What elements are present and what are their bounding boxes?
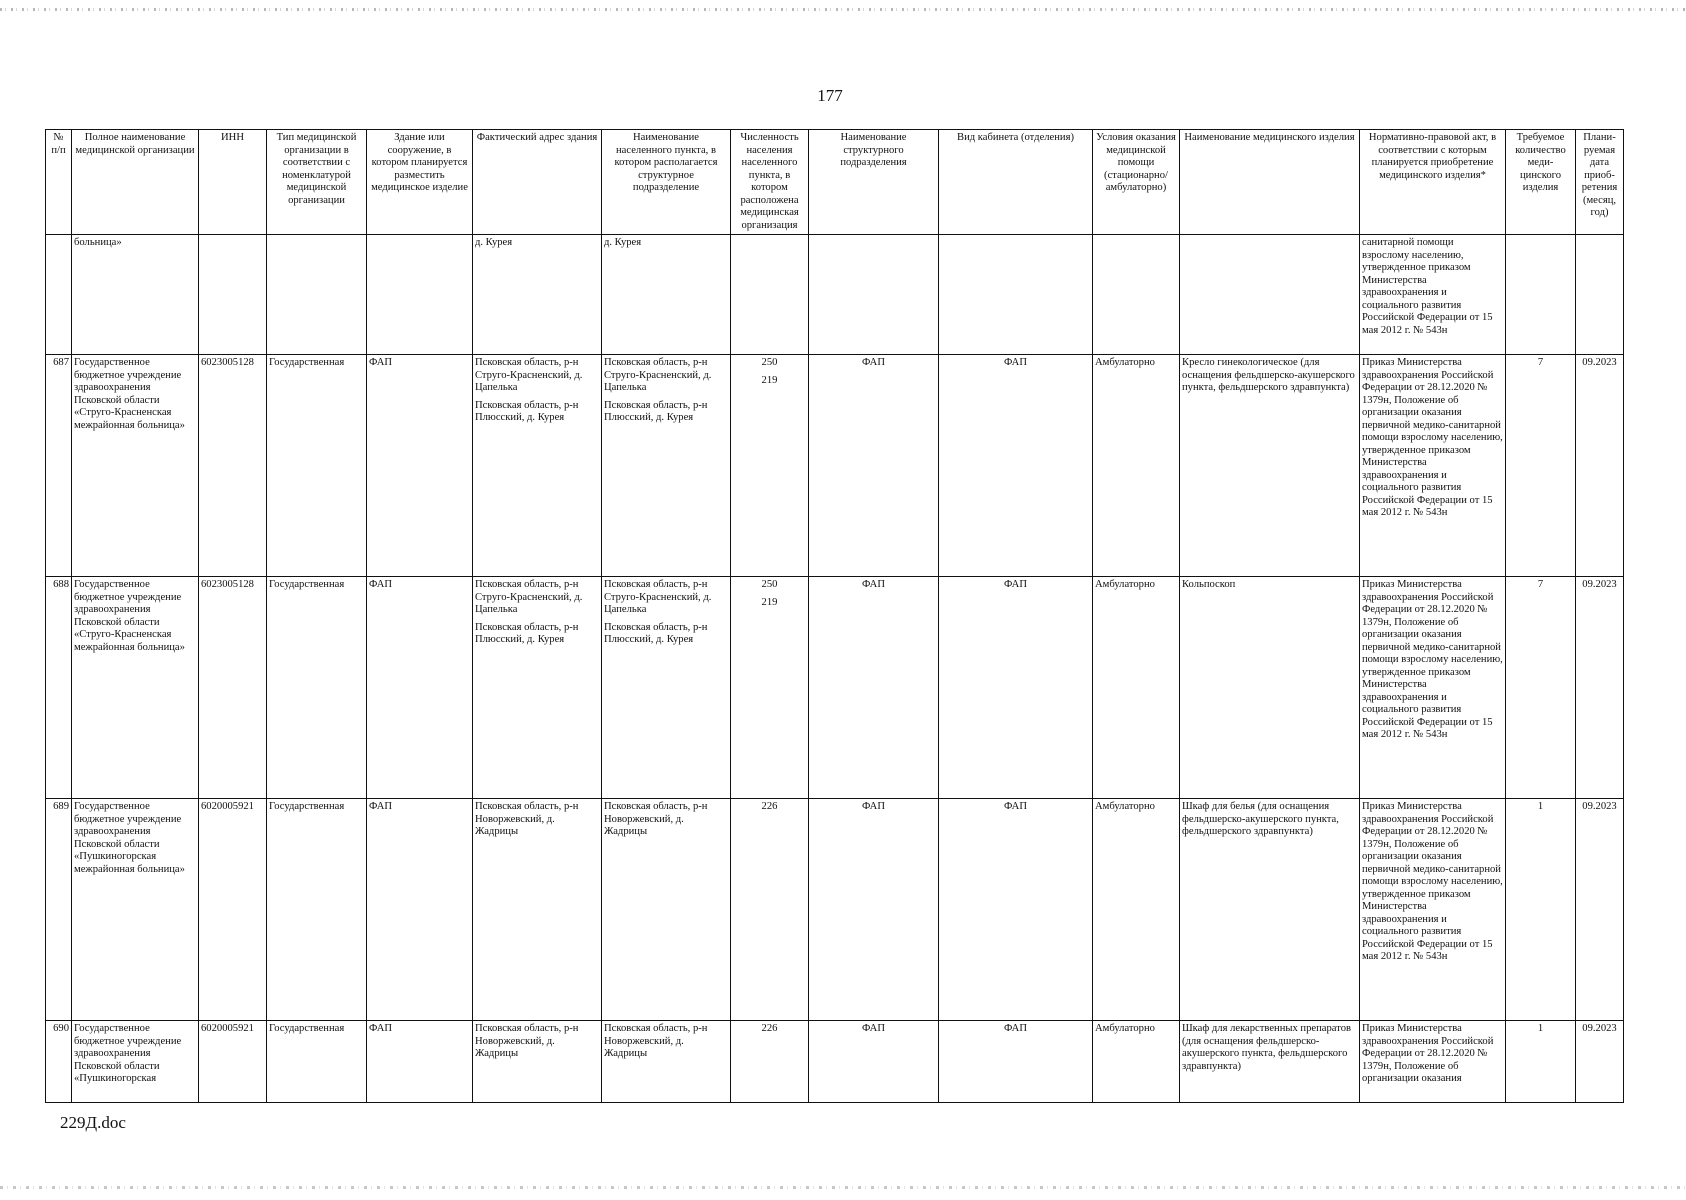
cell-date: 09.2023	[1576, 355, 1624, 577]
header-device: Наименование медицинского изделия	[1180, 130, 1360, 235]
cell-address	[473, 1021, 602, 1103]
cell-conditions: Амбулаторно	[1093, 1021, 1180, 1103]
header-unit: Наименование структурного подразделения	[809, 130, 939, 235]
cell-cabinet: ФАП	[939, 799, 1093, 1021]
locality-line: Псковская область, р-н Струго-Красненский, д. Цапелька	[604, 579, 712, 615]
cell-building: ФАП	[367, 577, 473, 799]
cell-device: Кресло гинекологическое (для оснащения фельдшерско-акушерского пункта, фельдшерского здравпункта)	[1180, 355, 1360, 577]
table-row-687	[46, 355, 1624, 577]
header-quantity: Требуемое количество меди-цинского изделия	[1506, 130, 1576, 235]
cell-type	[267, 235, 367, 355]
cell-date	[1576, 235, 1624, 355]
cell-population	[731, 577, 809, 799]
cell-device: Кольпоскоп	[1180, 577, 1360, 799]
cell-num: 689	[46, 799, 72, 1021]
cell-quantity	[1506, 235, 1576, 355]
cell-conditions	[1093, 235, 1180, 355]
locality-line: Псковская область, р-н Новоржевский, д. Жадрицы	[604, 801, 708, 837]
cell-locality	[602, 577, 731, 799]
cell-unit	[809, 235, 939, 355]
cell-unit: ФАП	[809, 1021, 939, 1103]
cell-date: 09.2023	[1576, 577, 1624, 799]
cell-address	[473, 577, 602, 799]
cell-org: Государственное бюджетное учреждение здравоохранения Псковской области «Пушкиногорская	[72, 1021, 199, 1103]
header-type: Тип медицинской организации в соответствии с номенклатурой медицинской организации	[267, 130, 367, 235]
scan-edge-top	[0, 8, 1686, 11]
cell-cabinet: ФАП	[939, 1021, 1093, 1103]
header-address: Фактический адрес здания	[473, 130, 602, 235]
cell-device	[1180, 235, 1360, 355]
header-num: № п/п	[46, 130, 72, 235]
cell-unit: ФАП	[809, 577, 939, 799]
header-inn: ИНН	[199, 130, 267, 235]
table-row-continuation	[46, 235, 1624, 355]
cell-quantity: 7	[1506, 577, 1576, 799]
cell-population	[731, 799, 809, 1021]
population-value: 250	[761, 357, 778, 368]
cell-type: Государственная	[267, 355, 367, 577]
header-date: Плани-руемая дата приоб-ретения (месяц, год)	[1576, 130, 1624, 235]
cell-act: Приказ Министерства здравоохранения Российской Федерации от 28.12.2020 № 1379н, Положение об организации оказания первичной медико-санитарной помощи взрослому населению, утвержденное приказом Министерства здравоохранения и социального развития Российской Федерации от 15 мая 2012 г. № 543н	[1360, 799, 1506, 1021]
cell-type: Государственная	[267, 1021, 367, 1103]
cell-cabinet: ФАП	[939, 355, 1093, 577]
header-org: Полное наименование медицинской организации	[72, 130, 199, 235]
document-filename: 229Д.doc	[60, 1113, 126, 1132]
equipment-table	[45, 129, 1624, 1103]
cell-inn: 6023005128	[199, 577, 267, 799]
cell-date: 09.2023	[1576, 1021, 1624, 1103]
cell-act: Приказ Министерства здравоохранения Российской Федерации от 28.12.2020 № 1379н, Положение об организации оказания первичной медико-санитарной помощи взрослому населению, утвержденное приказом Министерства здравоохранения и социального развития Российской Федерации от 15 мая 2012 г. № 543н	[1360, 577, 1506, 799]
cell-num	[46, 235, 72, 355]
header-locality: Наименование населенного пункта, в котором располагается структурное подразделение	[602, 130, 731, 235]
cell-quantity: 7	[1506, 355, 1576, 577]
cell-building: ФАП	[367, 355, 473, 577]
cell-conditions: Амбулаторно	[1093, 799, 1180, 1021]
cell-locality: д. Курея	[602, 235, 731, 355]
locality-line: Псковская область, р-н Струго-Красненский, д. Цапелька	[604, 357, 712, 393]
cell-date: 09.2023	[1576, 799, 1624, 1021]
cell-type: Государственная	[267, 799, 367, 1021]
locality-line: Псковская область, р-н Плюсский, д. Курея	[604, 399, 708, 423]
cell-address	[473, 799, 602, 1021]
address-line: Псковская область, р-н Новоржевский, д. Жадрицы	[475, 1023, 579, 1059]
header-act: Нормативно-правовой акт, в соответствии с которым планируется приобретение медицинского изделия*	[1360, 130, 1506, 235]
header-population: Численность населения населенного пункта, в котором расположена медицинская организация	[731, 130, 809, 235]
population-value: 219	[761, 374, 778, 386]
cell-quantity: 1	[1506, 799, 1576, 1021]
header-building: Здание или сооружение, в котором планируется разместить медицинское изделие	[367, 130, 473, 235]
address-line: Псковская область, р-н Новоржевский, д. Жадрицы	[475, 801, 579, 837]
table-row-689	[46, 799, 1624, 1021]
cell-act: Приказ Министерства здравоохранения Российской Федерации от 28.12.2020 № 1379н, Положение об организации оказания	[1360, 1021, 1506, 1103]
cell-device: Шкаф для лекарственных препаратов (для оснащения фельдшерско-акушерского пункта, фельдшерского здравпункта)	[1180, 1021, 1360, 1103]
locality-line: Псковская область, р-н Плюсский, д. Курея	[604, 621, 708, 645]
page-number: 177	[817, 86, 843, 105]
cell-org: больница»	[72, 235, 199, 355]
population-value: 250	[761, 579, 778, 590]
address-line: Псковская область, р-н Плюсский, д. Курея	[475, 399, 579, 423]
locality-line: Псковская область, р-н Новоржевский, д. Жадрицы	[604, 1023, 708, 1059]
cell-address	[473, 355, 602, 577]
cell-unit: ФАП	[809, 355, 939, 577]
cell-building: ФАП	[367, 1021, 473, 1103]
cell-inn: 6023005128	[199, 355, 267, 577]
cell-org: Государственное бюджетное учреждение здравоохранения Псковской области «Пушкиногорская межрайонная больница»	[72, 799, 199, 1021]
cell-address: д. Курея	[473, 235, 602, 355]
address-line: Псковская область, р-н Струго-Красненский, д. Цапелька	[475, 579, 583, 615]
cell-population	[731, 1021, 809, 1103]
header-cabinet: Вид кабинета (отделения)	[939, 130, 1093, 235]
cell-unit: ФАП	[809, 799, 939, 1021]
cell-conditions: Амбулаторно	[1093, 355, 1180, 577]
table-header-row	[46, 130, 1624, 235]
cell-population	[731, 355, 809, 577]
population-value: 226	[761, 1023, 778, 1034]
header-conditions: Условия оказания медицинской помощи (стационарно/ амбулаторно)	[1093, 130, 1180, 235]
cell-conditions: Амбулаторно	[1093, 577, 1180, 799]
cell-inn	[199, 235, 267, 355]
table-row-690	[46, 1021, 1624, 1103]
cell-num: 687	[46, 355, 72, 577]
cell-quantity: 1	[1506, 1021, 1576, 1103]
cell-inn: 6020005921	[199, 799, 267, 1021]
address-line: Псковская область, р-н Струго-Красненский, д. Цапелька	[475, 357, 583, 393]
cell-device: Шкаф для белья (для оснащения фельдшерско-акушерского пункта, фельдшерского здравпункта)	[1180, 799, 1360, 1021]
cell-locality	[602, 355, 731, 577]
cell-locality	[602, 1021, 731, 1103]
cell-act: санитарной помощи взрослому населению, утвержденное приказом Министерства здравоохранения и социального развития Российской Федерации от 15 мая 2012 г. № 543н	[1360, 235, 1506, 355]
population-value: 219	[761, 596, 778, 608]
cell-act: Приказ Министерства здравоохранения Российской Федерации от 28.12.2020 № 1379н, Положение об организации оказания первичной медико-санитарной помощи взрослому населению, утвержденное приказом Министерства здравоохранения и социального развития Российской Федерации от 15 мая 2012 г. № 543н	[1360, 355, 1506, 577]
cell-population	[731, 235, 809, 355]
address-line: Псковская область, р-н Плюсский, д. Курея	[475, 621, 579, 645]
cell-num: 688	[46, 577, 72, 799]
cell-org: Государственное бюджетное учреждение здравоохранения Псковской области «Струго-Красненская межрайонная больница»	[72, 577, 199, 799]
table-row-688	[46, 577, 1624, 799]
cell-locality	[602, 799, 731, 1021]
cell-type: Государственная	[267, 577, 367, 799]
cell-org: Государственное бюджетное учреждение здравоохранения Псковской области «Струго-Красненская межрайонная больница»	[72, 355, 199, 577]
cell-cabinet: ФАП	[939, 577, 1093, 799]
scan-edge-bottom	[0, 1186, 1686, 1189]
population-value: 226	[761, 801, 778, 812]
cell-num: 690	[46, 1021, 72, 1103]
cell-building: ФАП	[367, 799, 473, 1021]
cell-cabinet	[939, 235, 1093, 355]
cell-inn: 6020005921	[199, 1021, 267, 1103]
cell-building	[367, 235, 473, 355]
